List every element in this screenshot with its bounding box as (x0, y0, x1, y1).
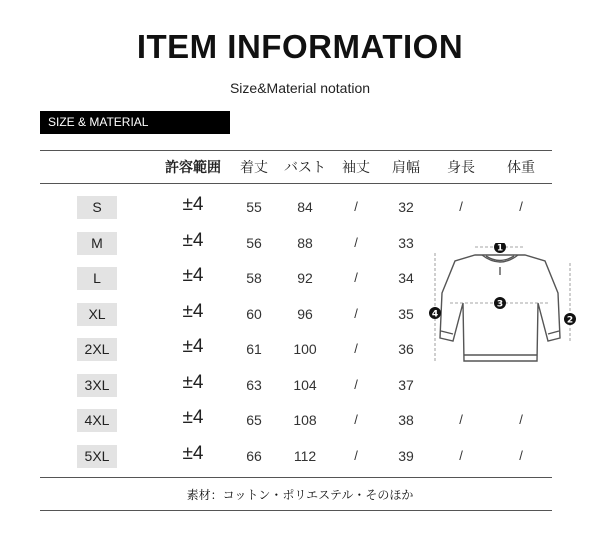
bust-cell: 92 (297, 270, 313, 286)
tolerance-cell: ±4 (182, 336, 204, 357)
height-cell: / (459, 447, 463, 463)
sleeve-cell: / (354, 447, 358, 463)
size-label: 5XL (77, 445, 117, 468)
col-tolerance: 許容範囲 (165, 159, 221, 175)
tolerance-cell: ±4 (182, 265, 204, 286)
shoulder-cell: 38 (398, 412, 414, 428)
tolerance-cell: ±4 (182, 407, 204, 428)
col-length: 着丈 (240, 159, 268, 175)
table-bottom-divider (40, 477, 552, 478)
material-note: 素材：コットン・ポリエステル・そのほか (186, 488, 414, 502)
tolerance-cell: ±4 (182, 371, 204, 393)
col-height: 身長 (447, 159, 475, 175)
sleeve-cell: / (354, 234, 358, 250)
shoulder-cell: 32 (398, 199, 414, 215)
sleeve-cell: / (354, 199, 358, 214)
bust-cell: 104 (293, 376, 317, 393)
shoulder-cell: 35 (398, 305, 414, 322)
sleeve-cell: / (354, 305, 358, 321)
height-cell: / (459, 412, 463, 427)
length-cell: 56 (246, 234, 262, 251)
shoulder-cell: 39 (398, 447, 414, 464)
marker-1 (494, 243, 506, 254)
marker-2 (564, 313, 576, 326)
length-cell: 65 (246, 412, 262, 428)
bust-cell: 108 (293, 412, 317, 428)
size-label: S (77, 196, 117, 219)
tolerance-cell: ±4 (182, 442, 204, 464)
size-label: 2XL (77, 338, 117, 361)
shoulder-cell: 33 (398, 234, 414, 251)
length-cell: 63 (246, 376, 262, 393)
col-shoulder: 肩幅 (392, 159, 420, 175)
shoulder-cell: 36 (398, 341, 414, 357)
svg-text:1: 1 (496, 243, 504, 254)
sweatshirt-diagram (420, 243, 580, 393)
table-header-divider (40, 183, 552, 184)
weight-cell: / (519, 412, 523, 427)
sleeve-cell: / (354, 341, 358, 356)
size-label: 4XL (77, 409, 117, 432)
length-cell: 58 (246, 270, 262, 286)
marker-3 (494, 297, 506, 310)
length-cell: 55 (246, 199, 262, 215)
weight-cell: / (519, 199, 523, 214)
weight-cell: / (519, 447, 523, 463)
tolerance-cell: ±4 (182, 300, 204, 322)
sleeve-cell: / (354, 376, 358, 392)
sleeve-cell: / (354, 412, 358, 427)
bust-cell: 100 (293, 341, 317, 357)
length-cell: 60 (246, 305, 262, 322)
svg-text:3: 3 (496, 299, 504, 310)
height-cell: / (459, 199, 463, 214)
size-label: M (77, 232, 117, 255)
svg-text:2: 2 (566, 315, 574, 326)
length-cell: 61 (246, 341, 262, 357)
section-label: SIZE & MATERIAL (40, 111, 230, 134)
bust-cell: 88 (297, 234, 313, 251)
size-label: XL (77, 303, 117, 326)
page-title: ITEM INFORMATION (136, 28, 464, 65)
svg-text:4: 4 (431, 309, 439, 320)
table-top-divider (40, 150, 552, 151)
page-subtitle: Size&Material notation (229, 80, 371, 96)
size-label: 3XL (77, 374, 117, 397)
shoulder-cell: 37 (398, 376, 414, 393)
bust-cell: 96 (297, 305, 313, 322)
col-weight: 体重 (507, 159, 535, 175)
sleeve-cell: / (354, 270, 358, 285)
col-sleeve: 袖丈 (342, 159, 370, 175)
shoulder-cell: 34 (398, 270, 414, 286)
bust-cell: 112 (293, 447, 317, 464)
footer-divider (40, 510, 552, 511)
marker-4 (429, 307, 441, 320)
tolerance-cell: ±4 (182, 229, 204, 251)
bust-cell: 84 (297, 199, 313, 215)
length-cell: 66 (246, 447, 262, 464)
size-label: L (77, 267, 117, 290)
col-bust: バスト (284, 159, 326, 175)
tolerance-cell: ±4 (182, 194, 204, 215)
